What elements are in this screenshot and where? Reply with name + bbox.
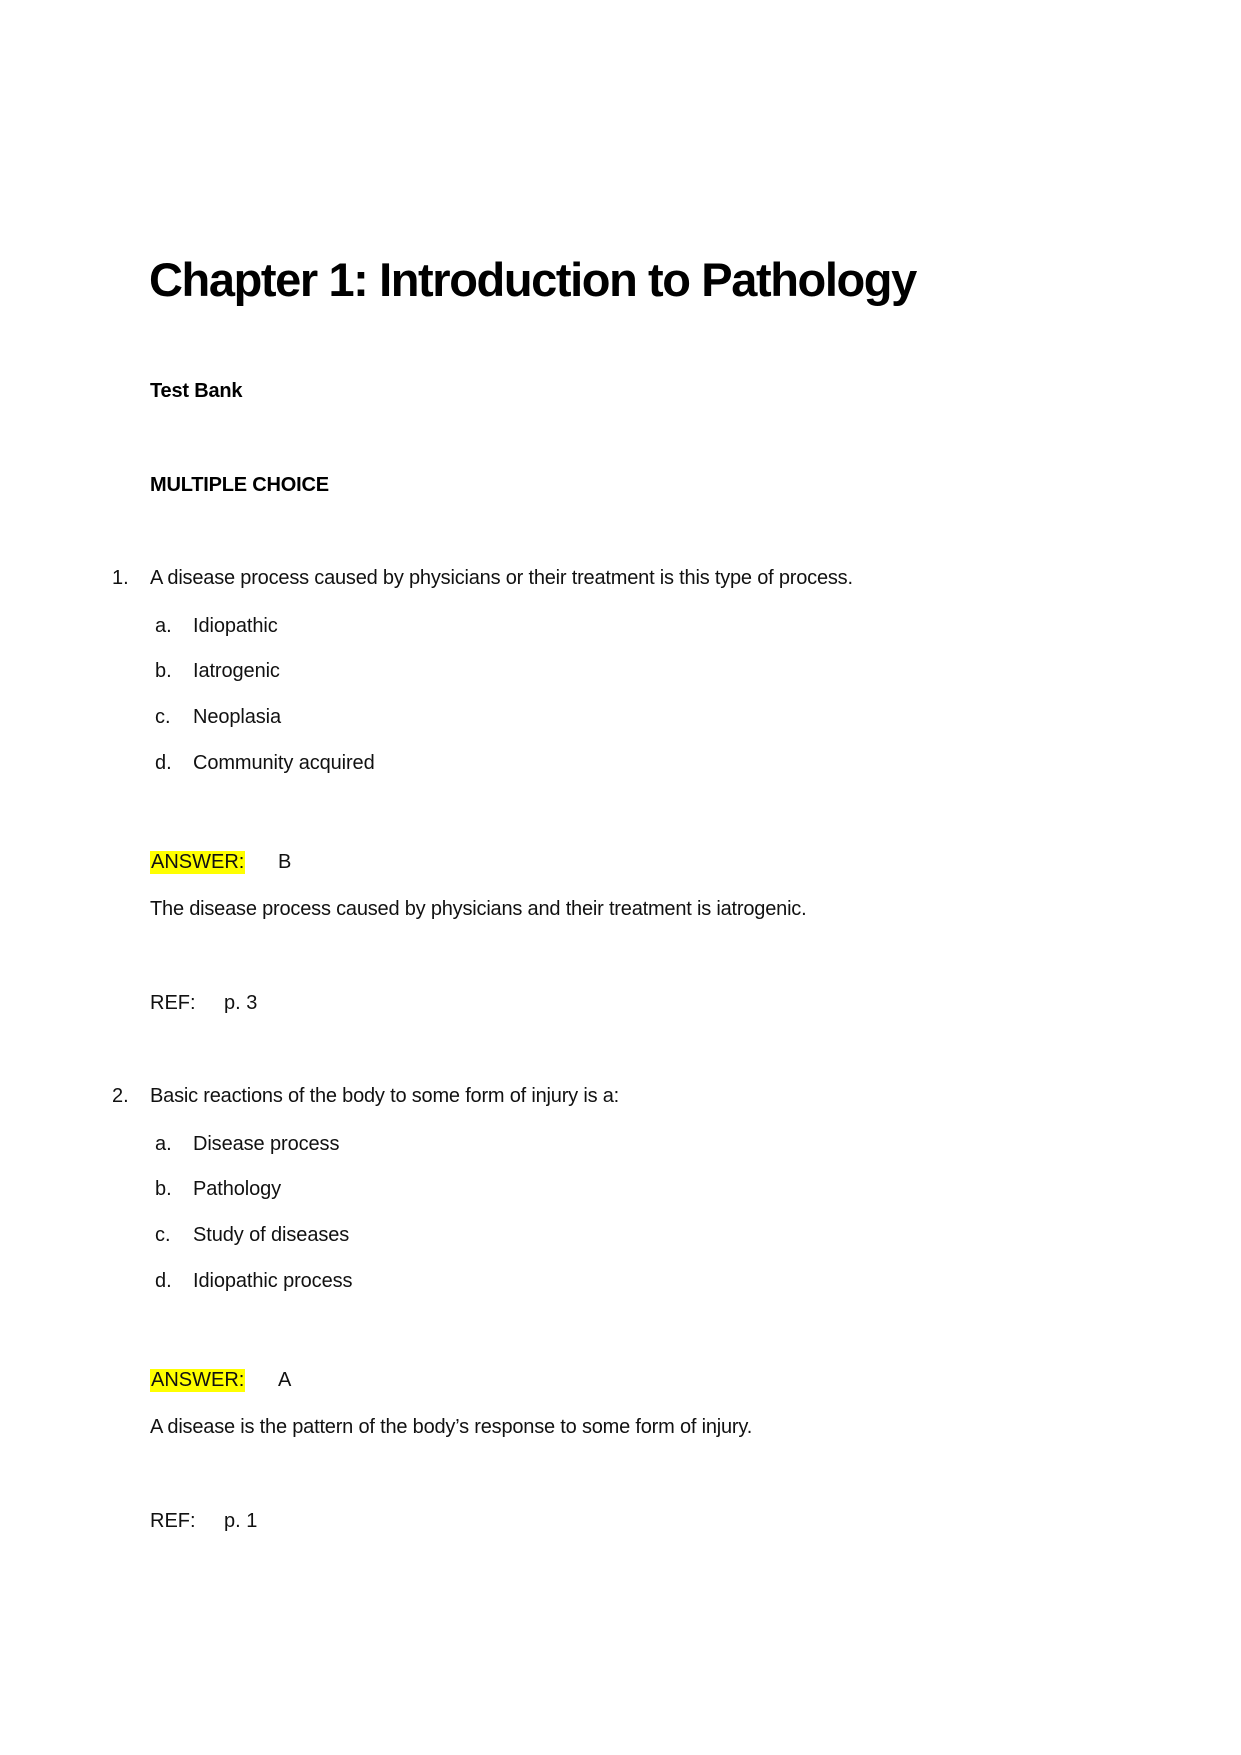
answer-rationale: The disease process caused by physicians and their treatment is iatrogenic. bbox=[150, 898, 807, 920]
question-number: 1. bbox=[112, 567, 129, 589]
option-text: Idiopathic process bbox=[193, 1270, 353, 1292]
option-letter: d. bbox=[155, 752, 172, 774]
question-number: 2. bbox=[112, 1085, 129, 1107]
option-letter: b. bbox=[155, 660, 172, 682]
ref-label: REF: bbox=[150, 992, 196, 1014]
option-letter: b. bbox=[155, 1178, 172, 1200]
ref-label: REF: bbox=[150, 1510, 196, 1532]
option-text: Idiopathic bbox=[193, 615, 278, 637]
option-text: Study of diseases bbox=[193, 1224, 350, 1246]
question-text: A disease process caused by physicians or their treatment is this type of process. bbox=[150, 567, 853, 589]
ref-value: p. 1 bbox=[224, 1510, 258, 1532]
option-text: Disease process bbox=[193, 1133, 340, 1155]
answer-value: B bbox=[278, 851, 292, 873]
option-text: Neoplasia bbox=[193, 706, 282, 728]
answer-rationale: A disease is the pattern of the body’s response to some form of injury. bbox=[150, 1416, 753, 1438]
option-text: Community acquired bbox=[193, 752, 375, 774]
option-letter: d. bbox=[155, 1270, 172, 1292]
page-title: Chapter 1: Introduction to Pathology bbox=[149, 253, 916, 306]
section-heading: MULTIPLE CHOICE bbox=[150, 474, 329, 496]
answer-label: ANSWER: bbox=[151, 1369, 245, 1391]
answer-value: A bbox=[278, 1369, 292, 1391]
option-letter: a. bbox=[155, 615, 172, 637]
option-text: Iatrogenic bbox=[193, 660, 280, 682]
test-bank-heading: Test Bank bbox=[150, 380, 243, 402]
option-letter: a. bbox=[155, 1133, 172, 1155]
option-letter: c. bbox=[155, 1224, 171, 1246]
answer-label: ANSWER: bbox=[151, 851, 245, 873]
option-text: Pathology bbox=[193, 1178, 282, 1200]
ref-value: p. 3 bbox=[224, 992, 258, 1014]
option-letter: c. bbox=[155, 706, 171, 728]
question-text: Basic reactions of the body to some form of injury is a: bbox=[150, 1085, 620, 1107]
